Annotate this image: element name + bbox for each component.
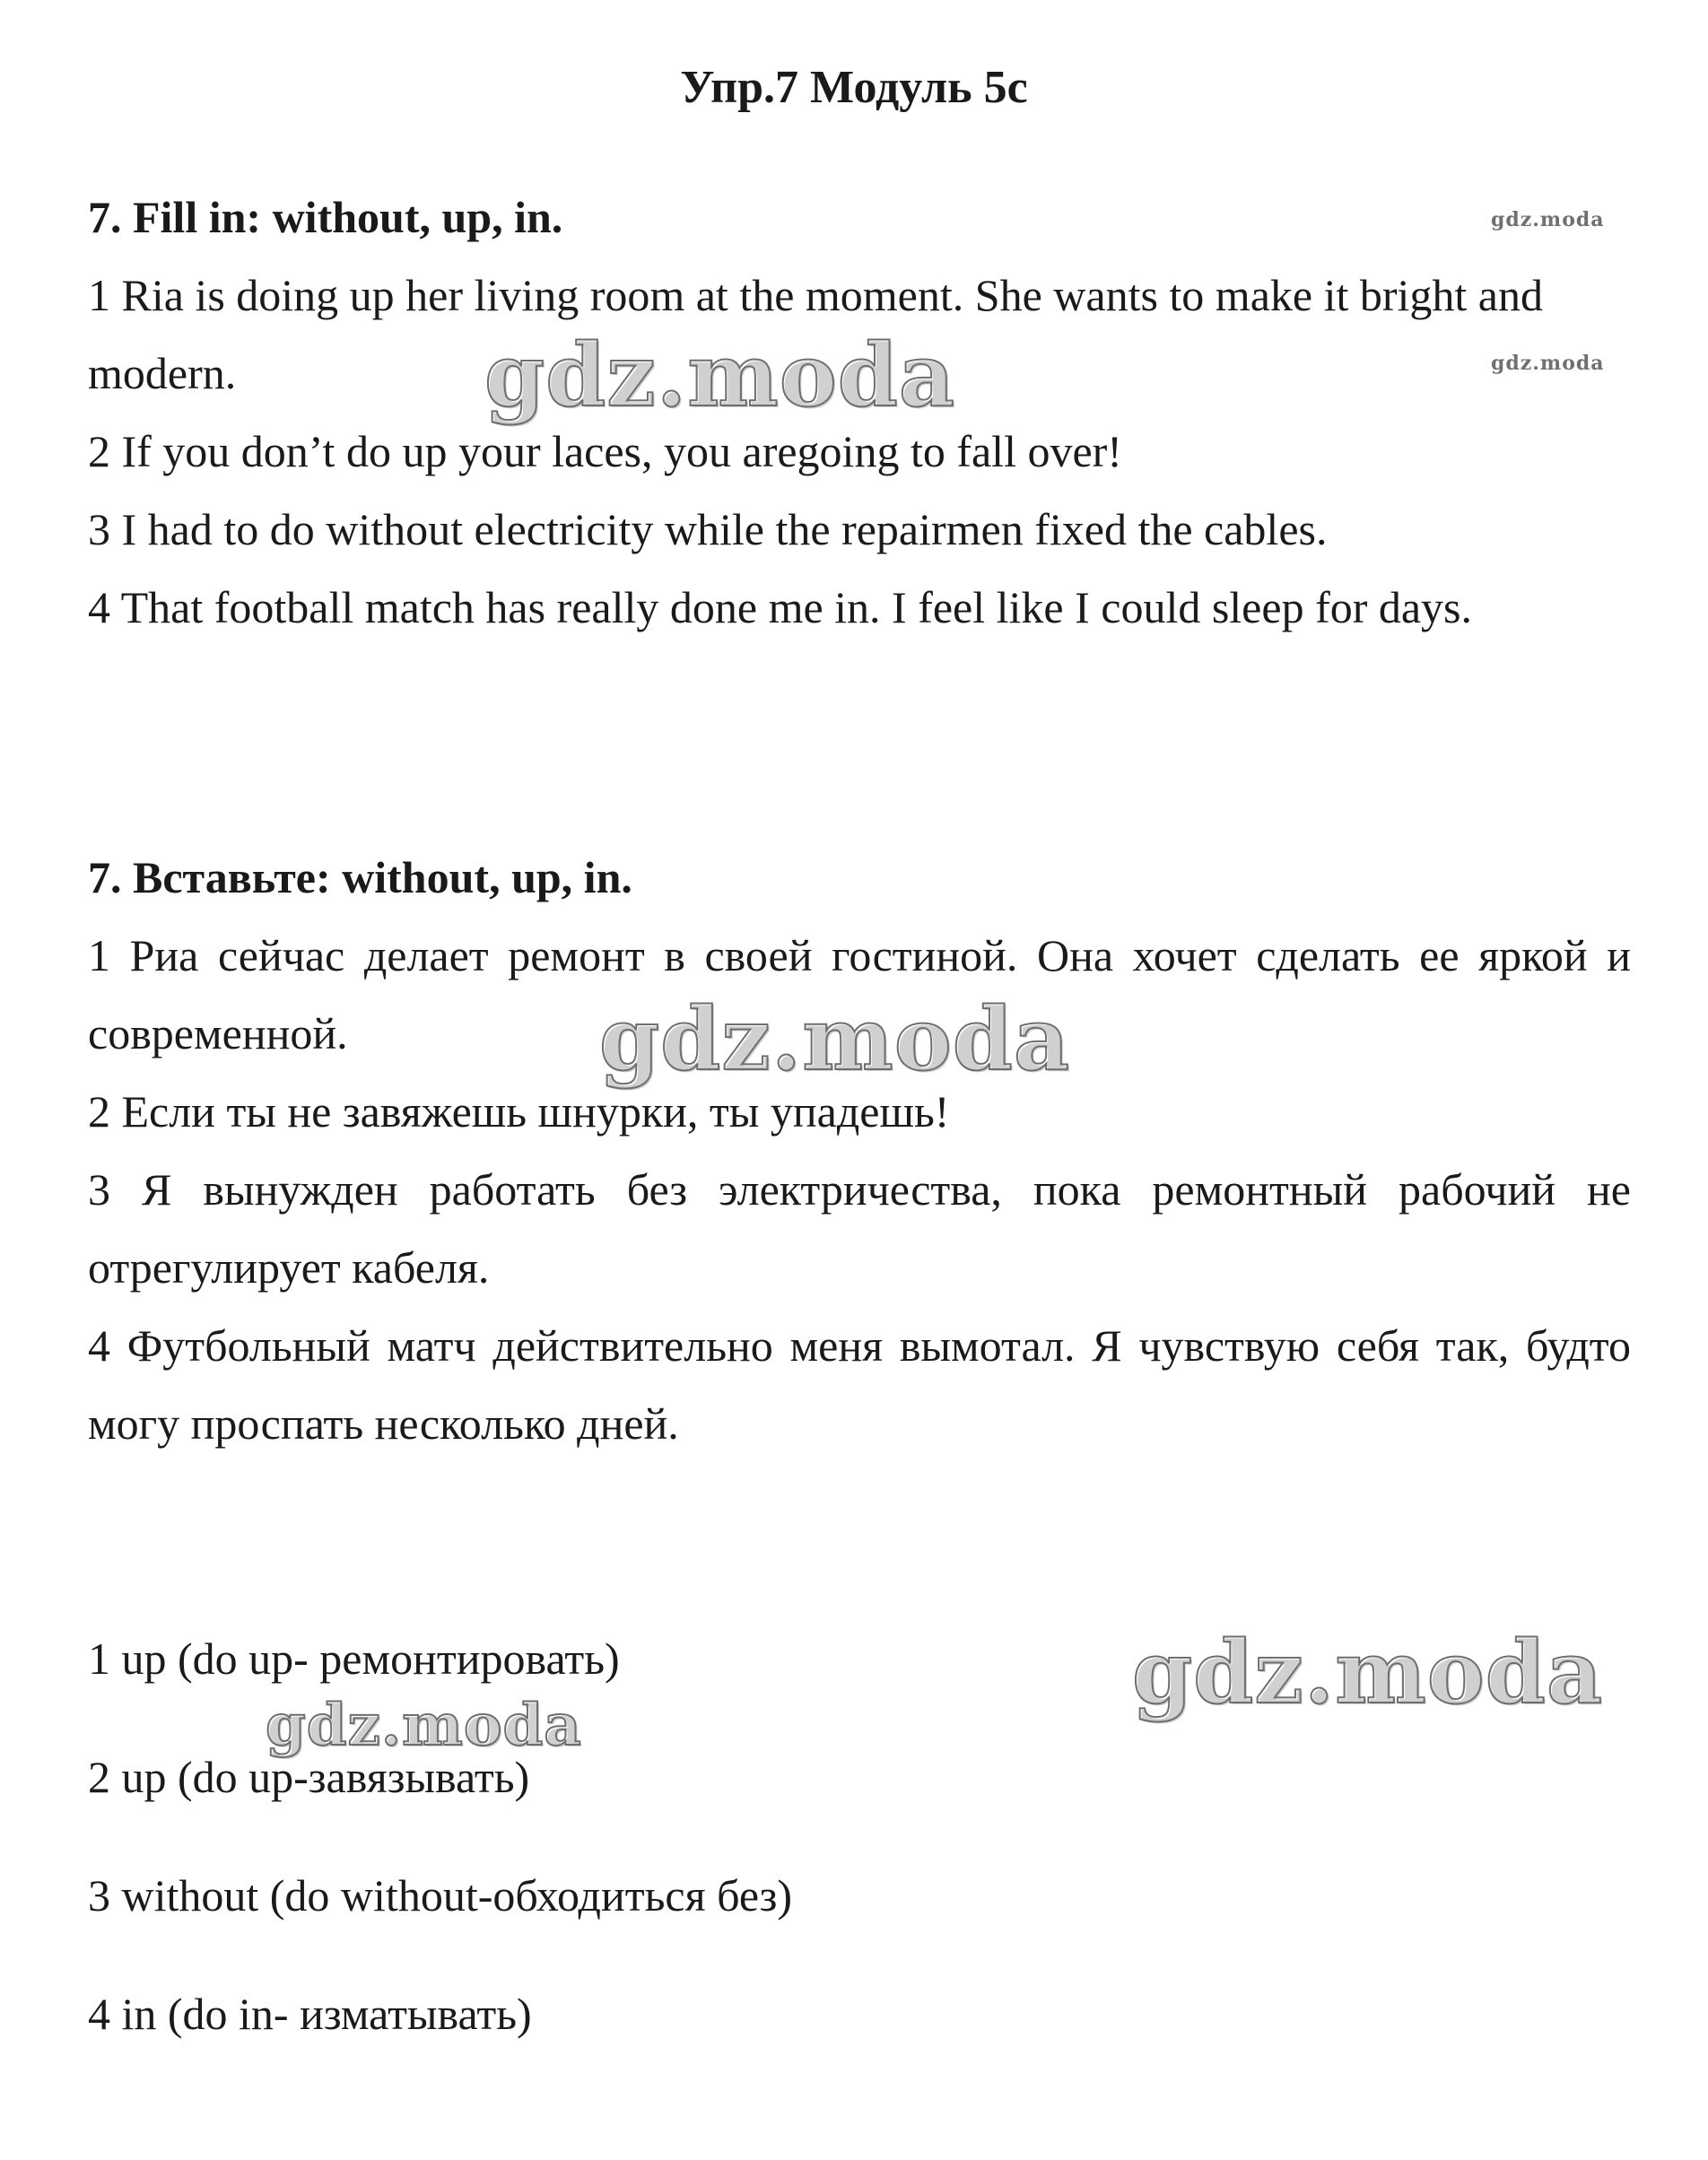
english-item-3: 3 I had to do without electricity while the repairmen fixed the cables.: [88, 504, 1328, 554]
english-item-2: 2 If you don’t do up your laces, you aregoing to fall over!: [88, 426, 1122, 476]
watermark-large-1: gdz.moda: [484, 325, 956, 426]
answer-item-1: 1 up (do up- ремонтировать): [88, 1633, 620, 1684]
page-title: Упр.7 Модуль 5c: [680, 62, 1028, 113]
russian-item-1: 1 Риа сейчас делает ремонт в своей гостиной. Она хочет сделать ее яркой и современной.: [88, 930, 1631, 1058]
watermark-medium-1: gdz.moda: [266, 1692, 582, 1759]
russian-item-4: 4 Футбольный матч действительно меня вымотал. Я чувствую себя так, будто могу проспать несколько дней.: [88, 1320, 1631, 1449]
answer-item-2: 2 up (do up-завязывать): [88, 1752, 530, 1802]
russian-item-3: 3 Я вынужден работать без электричества, пока ремонтный рабочий не отрегулирует кабеля.: [88, 1164, 1631, 1293]
english-exercise-heading: 7. Fill in: without, up, in.: [88, 192, 563, 242]
russian-exercise-heading: 7. Вставьте: without, up, in.: [88, 852, 632, 902]
english-item-1: 1 Ria is doing up her living room at the moment. She wants to make it bright and modern.: [88, 270, 1543, 398]
answer-item-4: 4 in (do in- изматывать): [88, 1989, 532, 2039]
russian-item-2: 2 Если ты не завяжешь шнурки, ты упадешь!: [88, 1086, 950, 1137]
russian-exercise-section: [88, 838, 1631, 1463]
watermark-small-1: gdz.moda: [1491, 208, 1605, 231]
english-item-4: 4 That football match has really done me in. I feel like I could sleep for days.: [88, 582, 1473, 632]
watermark-large-3: gdz.moda: [1132, 1622, 1604, 1723]
answer-item-3: 3 without (do without-обходиться без): [88, 1870, 793, 1920]
watermark-small-2: gdz.moda: [1491, 352, 1605, 375]
watermark-large-2: gdz.moda: [599, 989, 1071, 1090]
